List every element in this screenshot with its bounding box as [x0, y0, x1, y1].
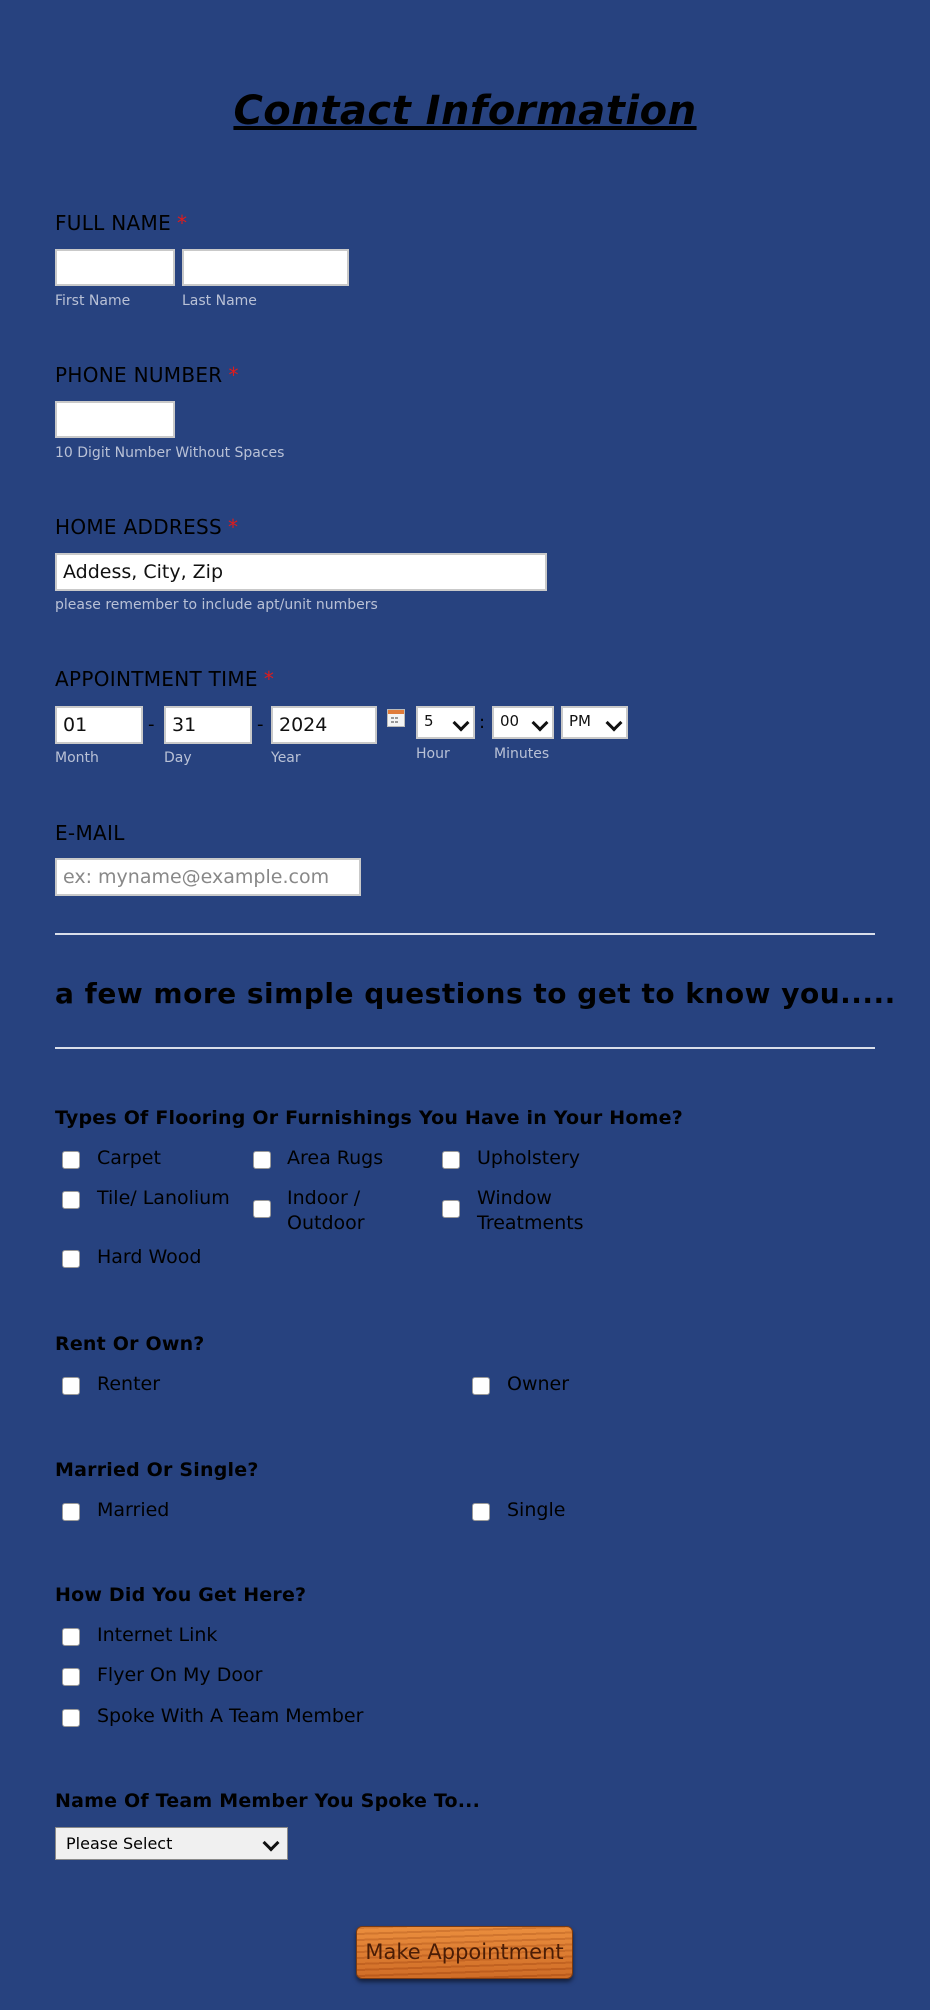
time-separator: :: [479, 712, 486, 733]
date-separator: -: [257, 714, 264, 735]
year-input[interactable]: 2024: [271, 706, 377, 744]
checkbox-indoor-outdoor[interactable]: [253, 1200, 271, 1218]
checkbox-hard-wood[interactable]: [62, 1250, 80, 1268]
checkbox-team-member[interactable]: [62, 1709, 80, 1727]
section-heading: a few more simple questions to get to know you.....: [55, 977, 896, 1010]
divider-top: [55, 933, 875, 935]
phone-sublabel: 10 Digit Number Without Spaces: [55, 445, 285, 461]
option-line: Outdoor: [287, 1212, 365, 1234]
last-name-input[interactable]: [182, 249, 349, 286]
option-label-area-rugs: Area Rugs: [287, 1147, 384, 1169]
email-input[interactable]: ex: myname@example.com: [55, 858, 361, 896]
form-title: Contact Information: [233, 88, 697, 134]
checkbox-tile[interactable]: [62, 1191, 80, 1209]
appointment-label-text: APPOINTMENT TIME: [55, 667, 258, 691]
required-mark: *: [263, 667, 275, 691]
ampm-select[interactable]: [561, 706, 628, 739]
checkbox-flyer[interactable]: [62, 1668, 80, 1686]
divider-bottom: [55, 1047, 875, 1049]
checkbox-internet-link[interactable]: [62, 1628, 80, 1646]
team-member-question: Name Of Team Member You Spoke To...: [55, 1790, 480, 1812]
address-label: [55, 515, 238, 539]
phone-input[interactable]: [55, 401, 175, 438]
minutes-sublabel: Minutes: [494, 746, 550, 762]
hour-value: 5: [424, 712, 434, 730]
chevron-down-icon: [453, 715, 470, 732]
required-mark: *: [228, 363, 239, 387]
team-member-select[interactable]: [55, 1827, 288, 1860]
checkbox-single[interactable]: [472, 1503, 490, 1521]
calendar-icon[interactable]: [387, 709, 405, 727]
checkbox-owner[interactable]: [472, 1377, 490, 1395]
flooring-question: Types Of Flooring Or Furnishings You Have in Your Home?: [55, 1107, 683, 1129]
minutes-select[interactable]: [492, 706, 554, 739]
last-name-sublabel: Last Name: [182, 293, 257, 309]
phone-label-text: PHONE NUMBER: [55, 363, 223, 387]
appointment-label: [55, 667, 274, 691]
day-sublabel: Day: [164, 750, 192, 766]
option-label-tile: Tile/ Lanolium: [97, 1187, 230, 1209]
option-line: Treatments: [477, 1212, 584, 1234]
month-sublabel: Month: [55, 750, 99, 766]
date-separator: -: [148, 714, 155, 735]
address-input[interactable]: Addess, City, Zip: [55, 553, 547, 591]
address-sublabel: please remember to include apt/unit numbers: [55, 597, 378, 613]
option-label-window-treatments: [477, 1186, 584, 1236]
first-name-sublabel: First Name: [55, 293, 131, 309]
option-label-internet-link: Internet Link: [97, 1624, 218, 1646]
option-label-single: Single: [507, 1499, 566, 1521]
address-label-text: HOME ADDRESS: [55, 515, 223, 539]
option-label-flyer: Flyer On My Door: [97, 1664, 263, 1686]
first-name-input[interactable]: [55, 249, 175, 286]
option-line: Indoor /: [287, 1187, 361, 1209]
checkbox-carpet[interactable]: [62, 1151, 80, 1169]
option-label-carpet: Carpet: [97, 1147, 161, 1169]
hour-select[interactable]: [416, 706, 475, 739]
checkbox-renter[interactable]: [62, 1377, 80, 1395]
team-member-selected: Please Select: [66, 1834, 173, 1853]
chevron-down-icon: [532, 715, 549, 732]
option-label-hard-wood: Hard Wood: [97, 1246, 202, 1268]
option-label-indoor-outdoor: [287, 1186, 365, 1236]
month-input[interactable]: 01: [55, 706, 143, 744]
full-name-label: [55, 211, 187, 235]
checkbox-upholstery[interactable]: [442, 1151, 460, 1169]
make-appointment-button[interactable]: Make Appointment: [356, 1926, 573, 1979]
option-label-owner: Owner: [507, 1373, 570, 1395]
year-sublabel: Year: [271, 750, 301, 766]
option-line: Window: [477, 1187, 552, 1209]
hour-sublabel: Hour: [416, 746, 450, 762]
married-question: Married Or Single?: [55, 1459, 259, 1481]
option-label-renter: Renter: [97, 1373, 161, 1395]
rent-own-question: Rent Or Own?: [55, 1333, 205, 1355]
minutes-value: 00: [500, 712, 520, 730]
chevron-down-icon: [263, 1835, 280, 1852]
option-label-team-member: Spoke With A Team Member: [97, 1705, 364, 1727]
required-mark: *: [228, 515, 239, 539]
required-mark: *: [177, 211, 188, 235]
checkbox-area-rugs[interactable]: [253, 1151, 271, 1169]
checkbox-married[interactable]: [62, 1503, 80, 1521]
how-here-question: How Did You Get Here?: [55, 1584, 307, 1606]
checkbox-window-treatments[interactable]: [442, 1200, 460, 1218]
day-input[interactable]: 31: [164, 706, 252, 744]
phone-label: [55, 363, 239, 387]
full-name-label-text: FULL NAME: [55, 211, 172, 235]
ampm-value: PM: [569, 712, 591, 730]
chevron-down-icon: [606, 715, 623, 732]
email-label: E-MAIL: [55, 821, 125, 845]
option-label-married: Married: [97, 1499, 170, 1521]
option-label-upholstery: Upholstery: [477, 1147, 581, 1169]
